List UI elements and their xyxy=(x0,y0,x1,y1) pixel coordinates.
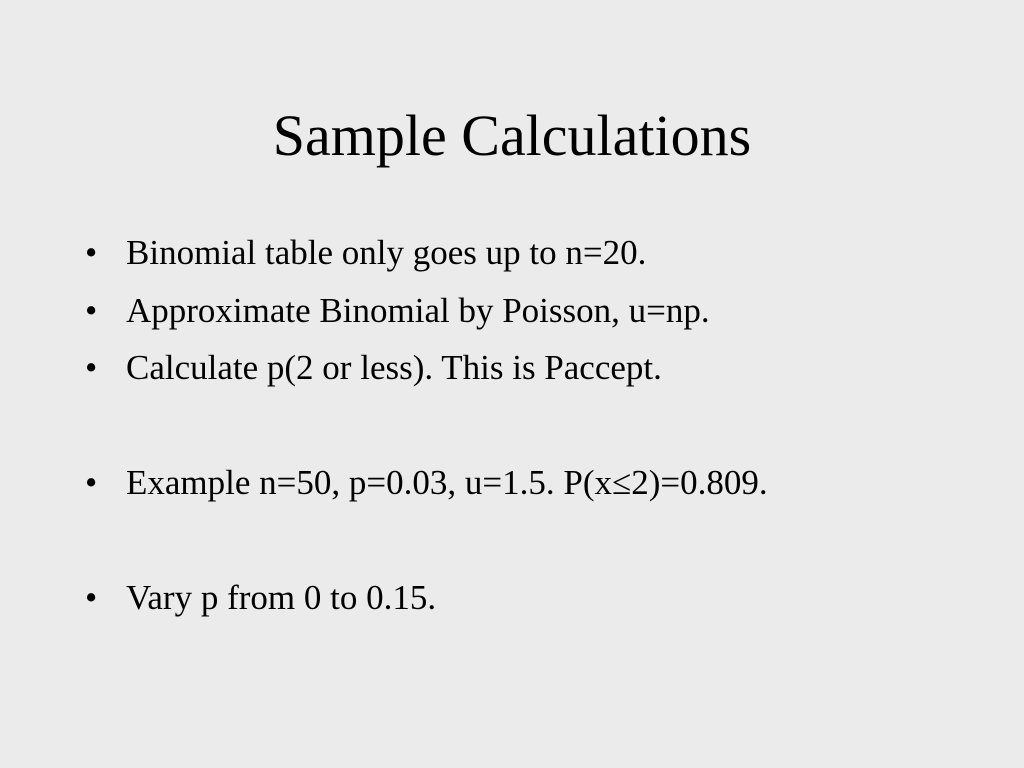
bullet-dot-icon: • xyxy=(85,578,98,617)
bullet-item xyxy=(85,461,768,505)
bullet-dot-icon: • xyxy=(85,233,98,272)
bullet-item xyxy=(85,576,436,620)
bullet-item xyxy=(85,231,646,275)
bullet-item xyxy=(85,346,662,390)
slide-title: Sample Calculations xyxy=(272,103,752,168)
bullet-text: Binomial table only goes up to n=20. xyxy=(126,233,647,272)
bullet-text: Approximate Binomial by Poisson, u=np. xyxy=(126,291,710,330)
bullet-text: Vary p from 0 to 0.15. xyxy=(126,578,437,617)
bullet-text: Calculate p(2 or less). This is Paccept. xyxy=(126,348,662,387)
bullet-text: Example n=50, p=0.03, u=1.5. P(x≤2)=0.809. xyxy=(126,463,768,502)
bullet-item xyxy=(85,289,710,333)
bullet-dot-icon: • xyxy=(85,291,98,330)
bullet-dot-icon: • xyxy=(85,463,98,502)
bullet-dot-icon: • xyxy=(85,348,98,387)
